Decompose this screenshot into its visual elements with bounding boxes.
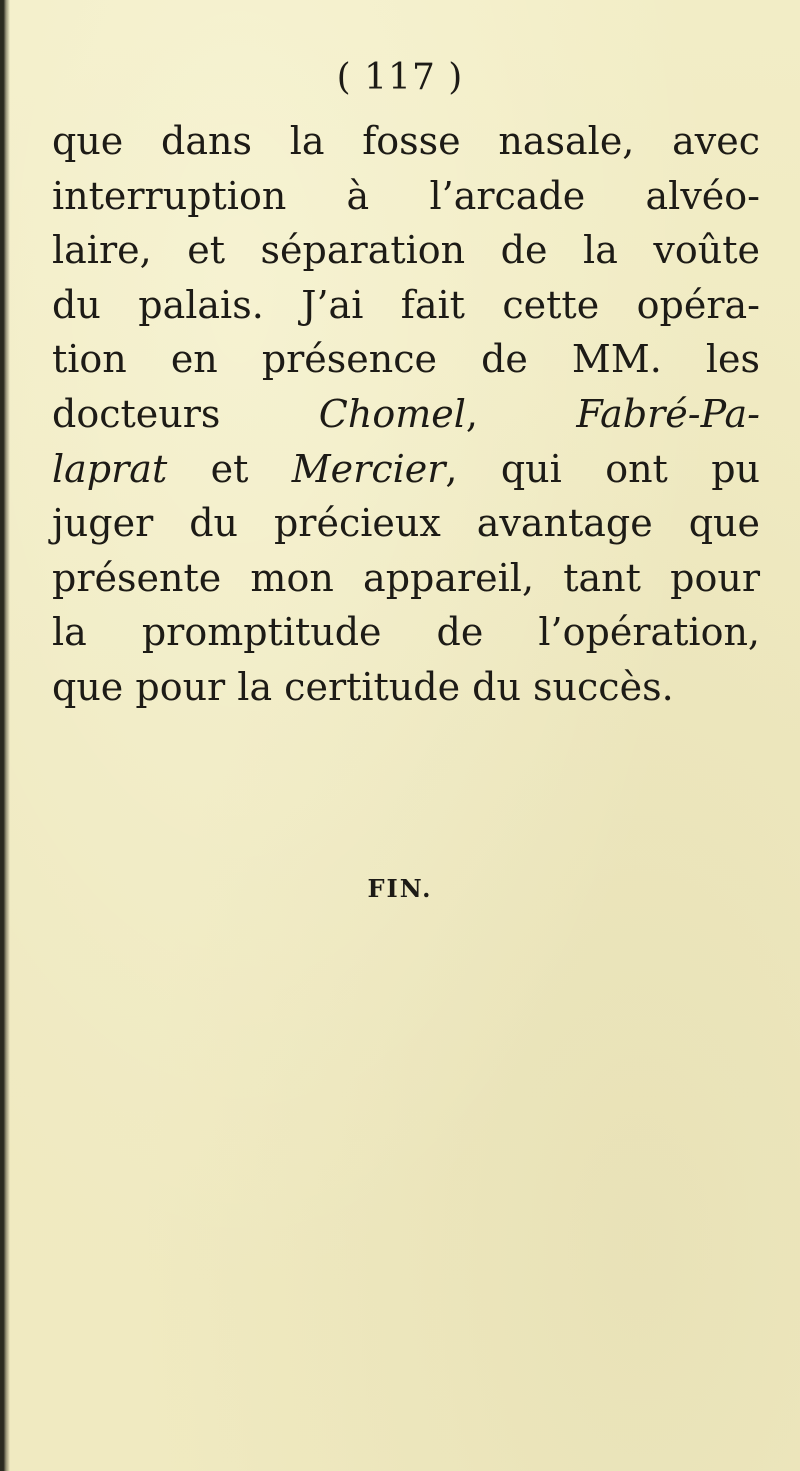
- end-mark: FIN.: [367, 874, 433, 903]
- page-number: ( 117 ): [336, 57, 464, 98]
- text-line: laire, et séparation de la voûte: [52, 228, 760, 273]
- name-fabre-palaprat-continued: laprat: [52, 446, 168, 491]
- text-line: que pour la certitude du succès.: [52, 664, 674, 709]
- text-line: tion en présence de MM. les: [52, 337, 760, 382]
- text-line: interruption à l’arcade alvéo-: [52, 173, 760, 218]
- text-line: que dans la fosse nasale, avec: [52, 119, 760, 163]
- page-edge-shadow: [0, 0, 10, 1471]
- text-line: la promptitude de l’opération,: [52, 610, 760, 655]
- text-line: docteurs Chomel, Fabré-Pa-: [52, 391, 760, 436]
- text-line: juger du précieux avantage que: [52, 501, 760, 546]
- name-mercier: Mercier: [291, 446, 446, 491]
- text-line: du palais. J’ai fait cette opéra-: [52, 282, 760, 327]
- name-fabre-palaprat: Fabré-Pa-: [576, 391, 760, 436]
- text-line: laprat et Mercier, qui ont pu: [52, 446, 760, 491]
- name-chomel: Chomel: [318, 391, 466, 436]
- body-text: [52, 114, 760, 715]
- text-line: présente mon appareil, tant pour: [52, 555, 760, 600]
